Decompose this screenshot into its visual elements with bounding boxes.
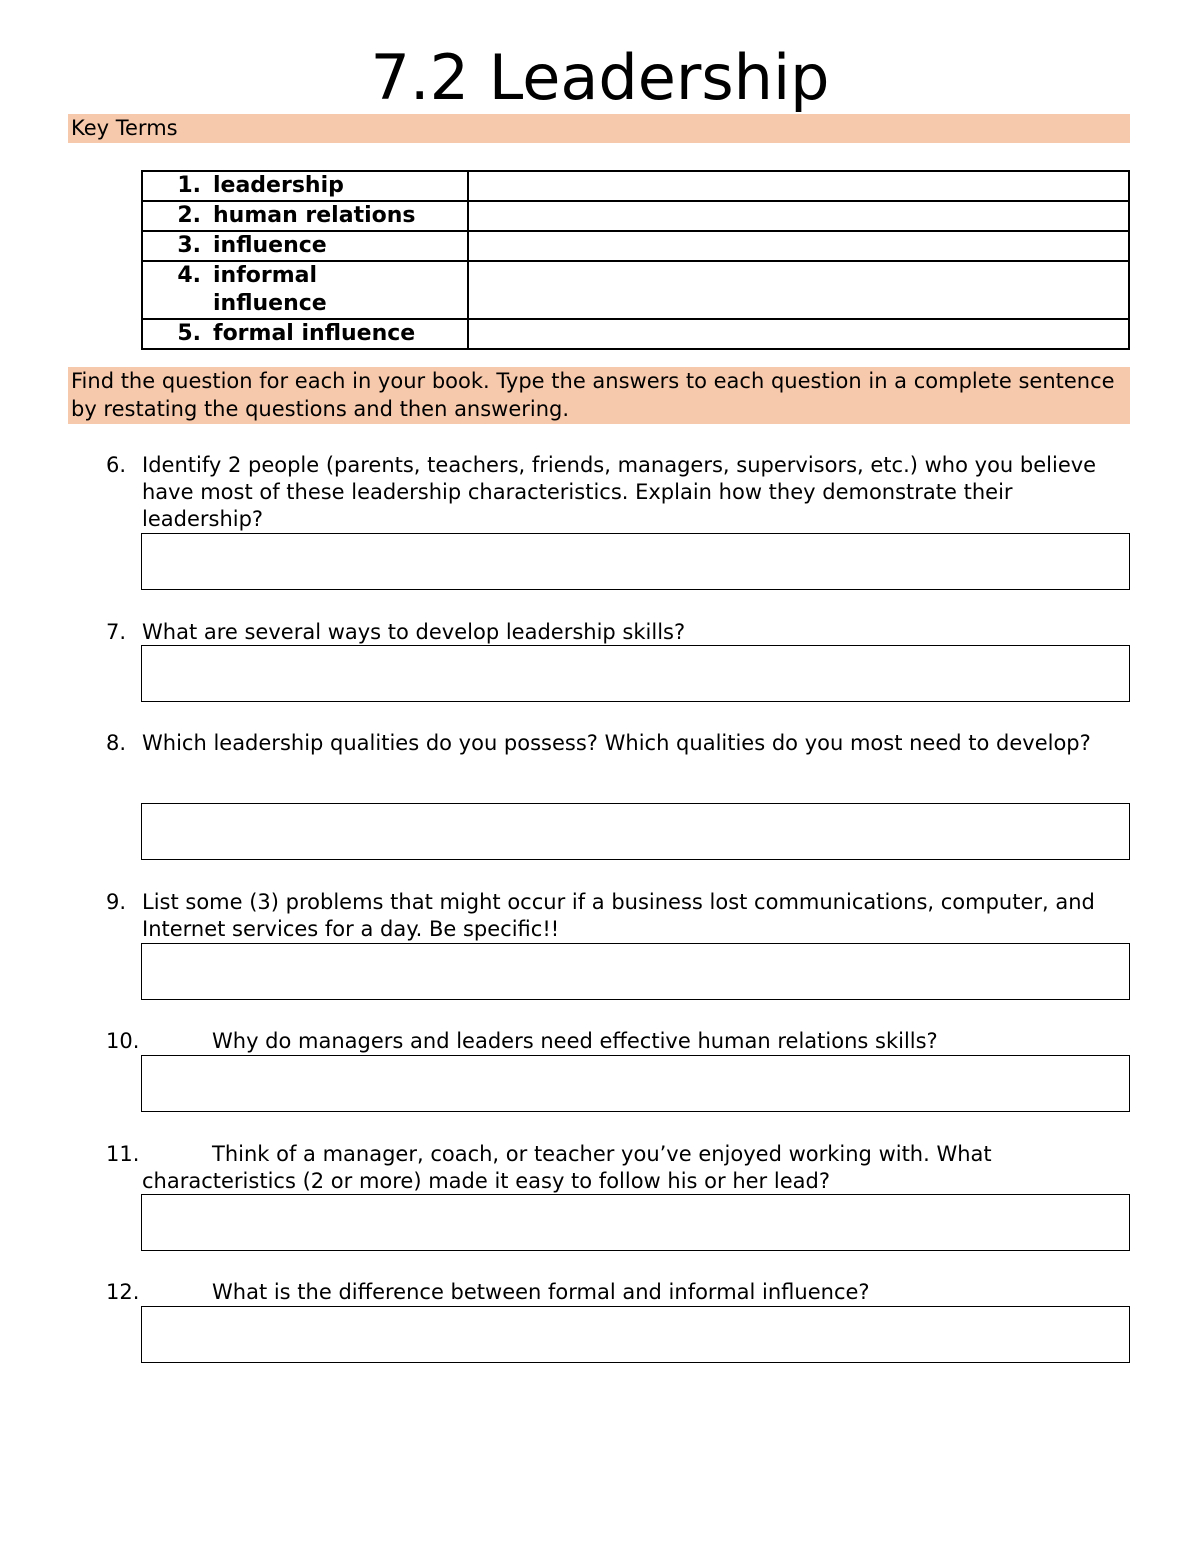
question-number: 10.	[106, 1029, 140, 1053]
key-term-number: 5.	[177, 321, 201, 346]
key-term-row	[142, 171, 1129, 201]
question-number: 11.	[106, 1142, 140, 1166]
question-text: Why do managers and leaders need effective human relations skills?	[212, 1029, 938, 1053]
question-10	[106, 1028, 1136, 1055]
key-terms-heading: Key Terms	[68, 114, 1130, 143]
question-text: Think of a manager, coach, or teacher you’ve enjoyed working with. What characteristics (2 or more) made it easy to follow his or her lead?	[142, 1142, 992, 1193]
question-text: Identify 2 people (parents, teachers, friends, managers, supervisors, etc.) who you believe have most of these leadership characteristics. Explain how they demonstrate their leadership?	[142, 453, 1097, 531]
question-number: 9.	[106, 890, 127, 914]
question-12	[106, 1279, 1136, 1306]
key-term-number: 1.	[177, 173, 201, 198]
page-title: 7.2 Leadership	[370, 41, 830, 114]
question-text: Which leadership qualities do you possess? Which qualities do you most need to develop?	[142, 731, 1091, 755]
instructions: Find the question for each in your book. Type the answers to each question in a complete sentence by restating the questions and then answering.	[68, 367, 1130, 424]
question-11	[106, 1141, 1136, 1195]
key-term-definition-cell[interactable]	[468, 261, 1129, 319]
answer-box-10[interactable]	[141, 1055, 1130, 1112]
key-term-definition-cell[interactable]	[468, 171, 1129, 201]
key-term-label: human relations	[213, 203, 416, 228]
key-term-row	[142, 261, 1129, 319]
key-term-definition-cell[interactable]	[468, 231, 1129, 261]
question-6	[106, 452, 1136, 533]
key-term-number: 4.	[177, 263, 201, 288]
key-term-label: leadership	[213, 173, 344, 198]
key-term-definition-cell[interactable]	[468, 319, 1129, 349]
question-9	[106, 889, 1136, 943]
question-number: 7.	[106, 620, 127, 644]
answer-box-7[interactable]	[141, 645, 1130, 702]
key-term-row	[142, 319, 1129, 349]
question-8	[106, 730, 1136, 757]
question-number: 12.	[106, 1280, 140, 1304]
key-term-number: 2.	[177, 203, 201, 228]
answer-box-9[interactable]	[141, 943, 1130, 1000]
key-term-label: formal influence	[213, 321, 416, 346]
key-term-row	[142, 231, 1129, 261]
answer-box-8[interactable]	[141, 803, 1130, 860]
question-number: 8.	[106, 731, 127, 755]
answer-box-6[interactable]	[141, 533, 1130, 590]
question-text: What is the difference between formal and informal influence?	[212, 1280, 870, 1304]
key-term-definition-cell[interactable]	[468, 201, 1129, 231]
question-7	[106, 619, 1136, 646]
answer-box-12[interactable]	[141, 1306, 1130, 1363]
question-text: List some (3) problems that might occur if a business lost communications, computer, and Internet services for a day. Be specific!!	[142, 890, 1095, 941]
answer-box-11[interactable]	[141, 1194, 1130, 1251]
key-term-number: 3.	[177, 233, 201, 258]
question-text: What are several ways to develop leadership skills?	[142, 620, 686, 644]
key-term-label: informal influence	[213, 263, 327, 316]
key-term-row	[142, 201, 1129, 231]
key-terms-table	[141, 170, 1130, 350]
question-number: 6.	[106, 453, 127, 477]
key-term-label: influence	[213, 233, 327, 258]
